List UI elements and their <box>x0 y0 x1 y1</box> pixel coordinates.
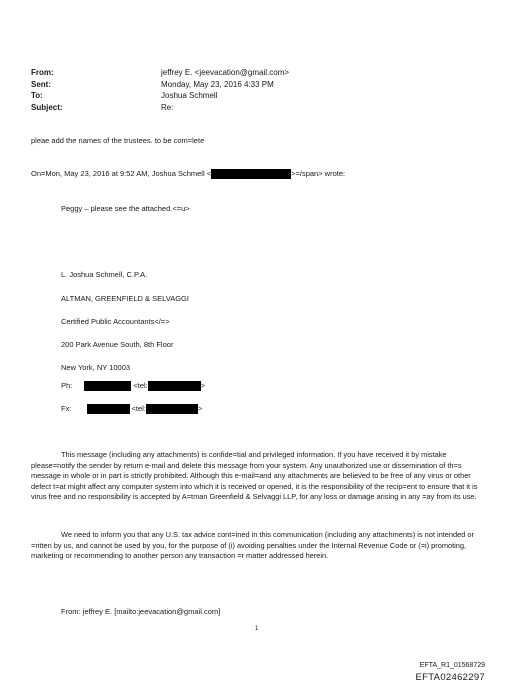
bates-stamp-2: EFTA02462297 <box>415 672 485 683</box>
fax-tel-prefix: <tel: <box>131 404 146 413</box>
to-label: To: <box>31 91 43 100</box>
greeting-line: Peggy – please see the attached.<=u> <box>61 204 190 213</box>
page-number: 1 <box>255 626 259 632</box>
disclaimer-paragraph-1 <box>31 450 486 503</box>
signature-title: Certified Public Accountants</=> <box>61 317 170 326</box>
disclaimer-text-2: We need to inform you that any U.S. tax advice cont=ined in this communication (including any attachments) is not intended or =ritten by us, and cannot be used by you, for the purpose of (i) avoiding penalties under the Internal Revenue Code or (=i) promoting, marketing or recommending to another person any transaction =r matter addressed herein. <box>31 530 474 560</box>
signature-fax-row <box>61 404 202 414</box>
signature-name: L. Joshua Schmell, C.P.A. <box>61 270 148 279</box>
signature-phone-row <box>61 381 205 391</box>
redaction-box <box>211 169 291 179</box>
signature-firm: ALTMAN, GREENFIELD & SELVAGGI <box>61 294 189 303</box>
phone-label: Ph: <box>61 381 73 390</box>
reply-text: pleae add the names of the trustees. to be com=lete <box>31 136 205 145</box>
redaction-box <box>146 404 198 414</box>
forwarded-from-line: From: jeffrey E. [mailto:jeevacation@gmail.com] <box>61 607 221 616</box>
phone-tel-prefix: <tel: <box>133 381 148 390</box>
subject-label: Subject: <box>31 103 63 112</box>
quote-prefix: On=Mon, May 23, 2016 at 9:52 AM, Joshua Schmell < <box>31 169 212 178</box>
from-value: jeffrey E. <jeevacation@gmail.com> <box>161 68 290 77</box>
phone-tel-suffix: > <box>200 381 206 390</box>
from-label: From: <box>31 68 54 77</box>
disclaimer-text-1: This message (including any attachments) is confide=tial and privileged information. If you have received it by mistake please=notify the sender by return e-mail and delete this message from your system. Any unauthorized use or dissemination of th=s message in whole or in part is strictly prohibited. Although this e-mail=and any attachments are believed to be free of any virus or other defect t=at might affect any computer system into which it is received or opened, it is the responsibility of the recip=ent to ensure that it is virus free and no responsibility is accepted by A=tman Greenfield & Selvaggi LLP, for any loss or damage arising in any =ay from its use. <box>31 450 478 501</box>
redaction-box <box>87 404 130 414</box>
to-value: Joshua Schmell <box>161 91 218 100</box>
quote-attribution <box>31 169 345 179</box>
fax-label: Fx: <box>61 404 72 413</box>
subject-value: Re: <box>161 103 174 112</box>
sent-value: Monday, May 23, 2016 4:33 PM <box>161 80 274 89</box>
bates-stamp-1: EFTA_R1_01568729 <box>419 662 485 669</box>
redaction-box <box>148 381 201 391</box>
signature-address: 200 Park Avenue South, 8th Floor <box>61 340 174 349</box>
quote-suffix: >=/span> wrote: <box>291 169 346 178</box>
sent-label: Sent: <box>31 80 51 89</box>
disclaimer-paragraph-2 <box>31 530 486 562</box>
redaction-box <box>84 381 131 391</box>
signature-city: New York, NY 10003 <box>61 363 131 372</box>
fax-tel-suffix: > <box>197 404 203 413</box>
